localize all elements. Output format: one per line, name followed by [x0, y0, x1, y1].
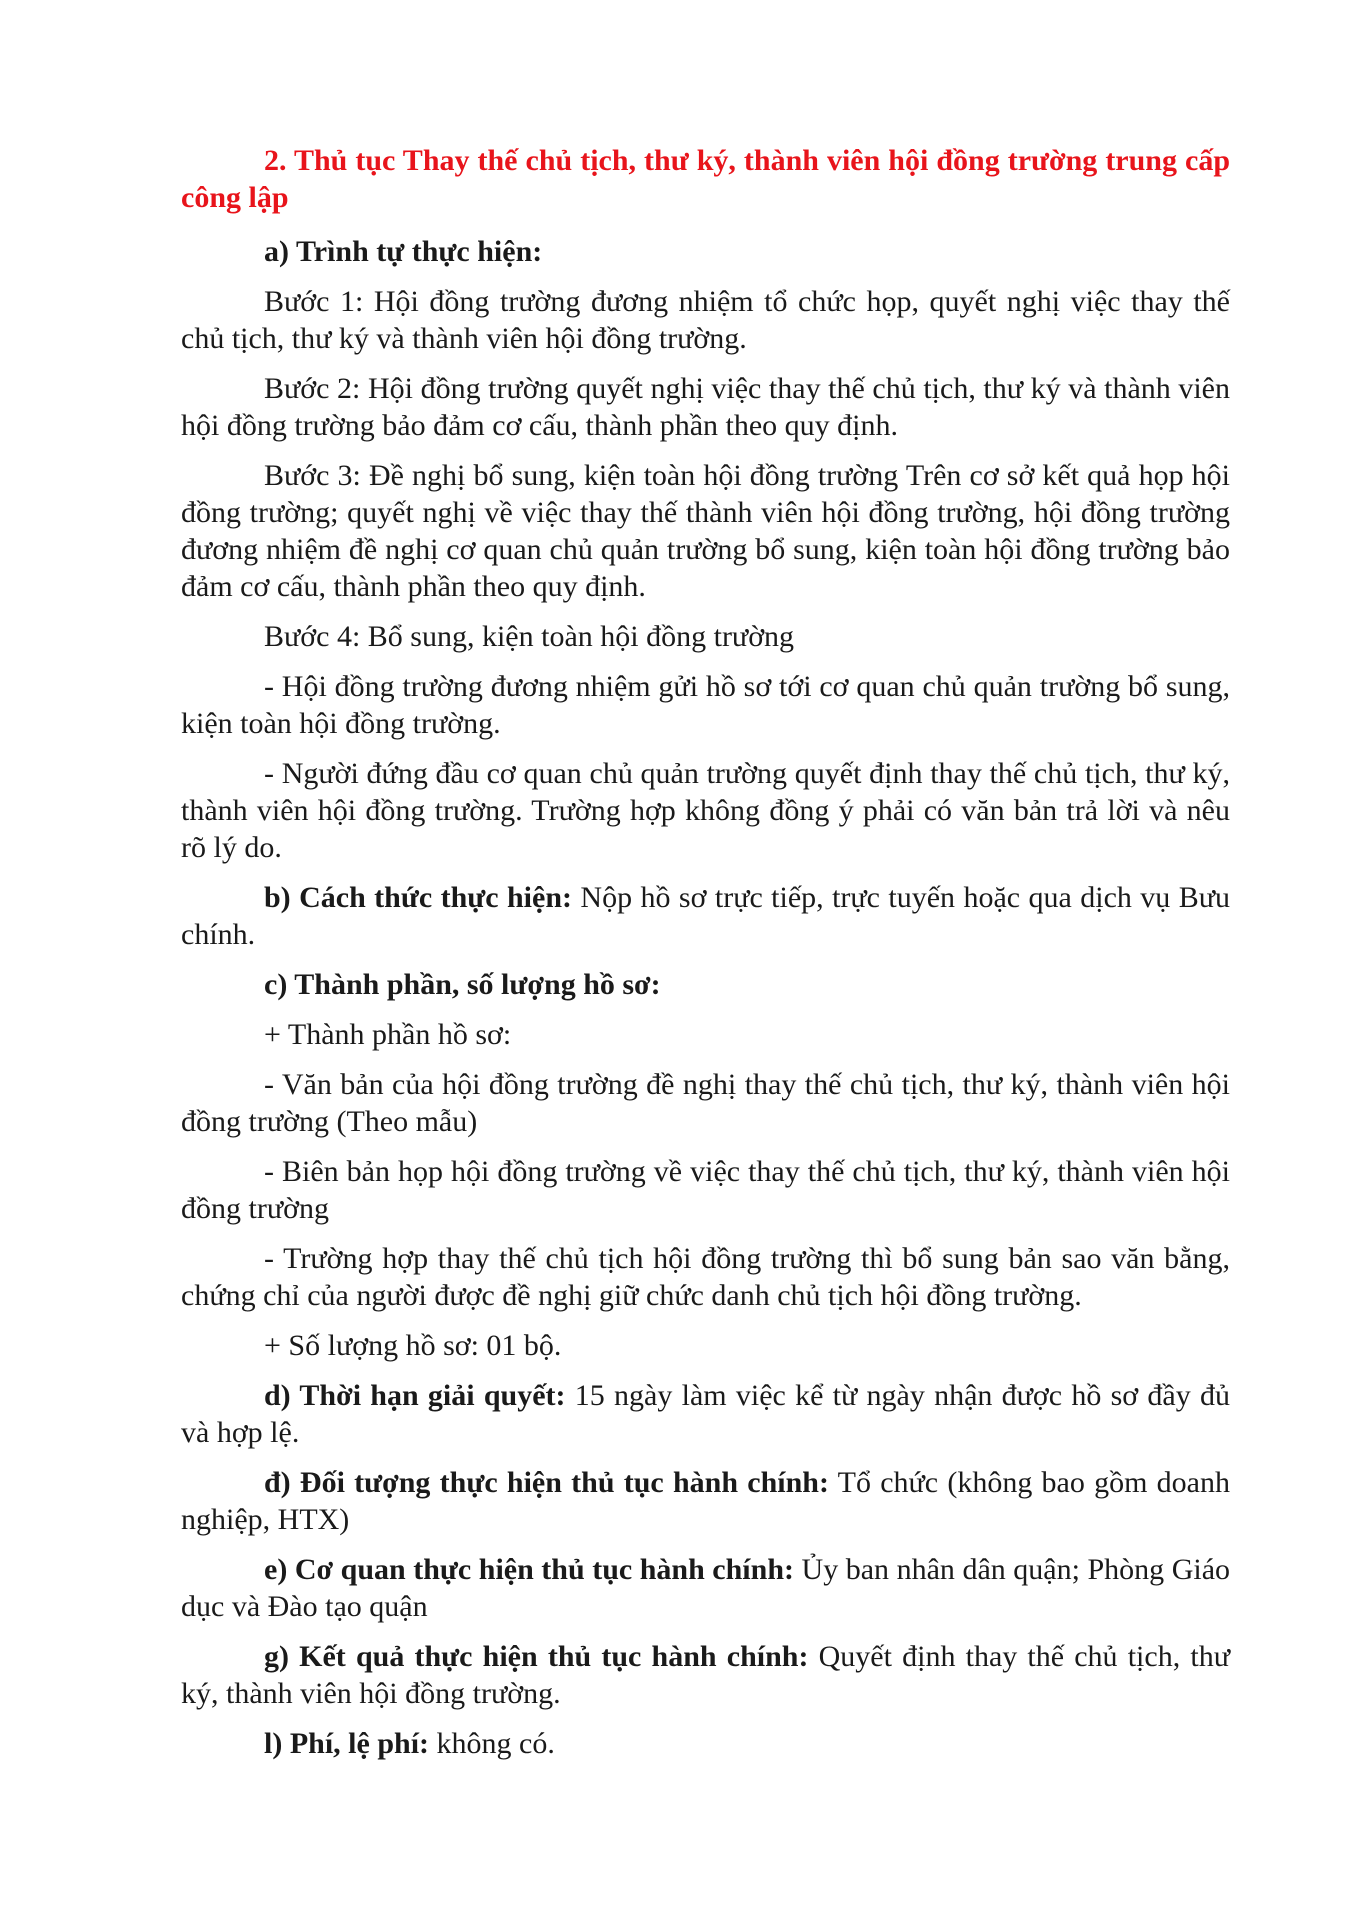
section-b	[181, 879, 1230, 953]
section-e-label: e) Cơ quan thực hiện thủ tục hành chính:	[264, 1553, 795, 1586]
document-page	[181, 142, 1230, 1775]
step-4-item-1: - Hội đồng trường đương nhiệm gửi hồ sơ tới cơ quan chủ quản trường bổ sung, kiện toàn hội đồng trường.	[181, 670, 1230, 740]
section-g-label: g) Kết quả thực hiện thủ tục hành chính:	[264, 1640, 809, 1673]
step-4: Bước 4: Bổ sung, kiện toàn hội đồng trường	[264, 620, 795, 653]
section-dd-label: đ) Đối tượng thực hiện thủ tục hành chính:	[264, 1466, 829, 1499]
section-e-text: Ủy ban nhân dân quận; Phòng Giáo dục và Đào tạo quận	[181, 1553, 1231, 1623]
section-dd	[181, 1464, 1230, 1538]
section-b-text: Nộp hồ sơ trực tiếp, trực tuyến hoặc qua dịch vụ Bưu chính.	[181, 881, 1230, 951]
step-3: Bước 3: Đề nghị bổ sung, kiện toàn hội đồng trường Trên cơ sở kết quả họp hội đồng trường; quyết nghị về việc thay thế thành viên hội đồng trường, hội đồng trường đương nhiệm đề nghị cơ quan chủ quản trường bổ sung, kiện toàn hội đồng trường bảo đảm cơ cấu, thành phần theo quy định.	[181, 459, 1230, 603]
step-4-item-2: - Người đứng đầu cơ quan chủ quản trường quyết định thay thế chủ tịch, thư ký, thành viên hội đồng trường. Trường hợp không đồng ý phải có văn bản trả lời và nêu rõ lý do.	[181, 757, 1230, 864]
dossier-quantity: + Số lượng hồ sơ: 01 bộ.	[264, 1329, 562, 1362]
component-item-3: - Trường hợp thay thế chủ tịch hội đồng trường thì bổ sung bản sao văn bằng, chứng chỉ của người được đề nghị giữ chức danh chủ tịch hội đồng trường.	[181, 1242, 1230, 1312]
section-d-text: 15 ngày làm việc kể từ ngày nhận được hồ sơ đầy đủ và hợp lệ.	[181, 1379, 1230, 1449]
section-l	[181, 1725, 1230, 1762]
section-g-text: Quyết định thay thế chủ tịch, thư ký, thành viên hội đồng trường.	[181, 1640, 1230, 1710]
section-b-label: b) Cách thức thực hiện:	[264, 881, 572, 914]
components-label: + Thành phần hồ sơ:	[264, 1018, 512, 1051]
section-dd-text: Tổ chức (không bao gồm doanh nghiệp, HTX)	[181, 1466, 1230, 1536]
section-d-label: d) Thời hạn giải quyết:	[264, 1379, 566, 1412]
section-a-heading: a) Trình tự thực hiện:	[264, 235, 543, 268]
section-d	[181, 1377, 1230, 1451]
section-g	[181, 1638, 1230, 1712]
step-2: Bước 2: Hội đồng trường quyết nghị việc thay thế chủ tịch, thư ký và thành viên hội đồng trường bảo đảm cơ cấu, thành phần theo quy định.	[181, 372, 1230, 442]
step-1: Bước 1: Hội đồng trường đương nhiệm tổ chức họp, quyết nghị việc thay thế chủ tịch, thư ký và thành viên hội đồng trường.	[181, 285, 1230, 355]
section-c-heading: c) Thành phần, số lượng hồ sơ:	[264, 968, 661, 1001]
component-item-2: - Biên bản họp hội đồng trường về việc thay thế chủ tịch, thư ký, thành viên hội đồng trường	[181, 1155, 1230, 1225]
section-e	[181, 1551, 1230, 1625]
section-l-label: l) Phí, lệ phí:	[264, 1727, 430, 1760]
component-item-1: - Văn bản của hội đồng trường đề nghị thay thế chủ tịch, thư ký, thành viên hội đồng trường (Theo mẫu)	[181, 1068, 1230, 1138]
procedure-title: 2. Thủ tục Thay thế chủ tịch, thư ký, thành viên hội đồng trường trung cấp công lập	[181, 144, 1230, 214]
section-l-text: không có.	[429, 1727, 555, 1760]
